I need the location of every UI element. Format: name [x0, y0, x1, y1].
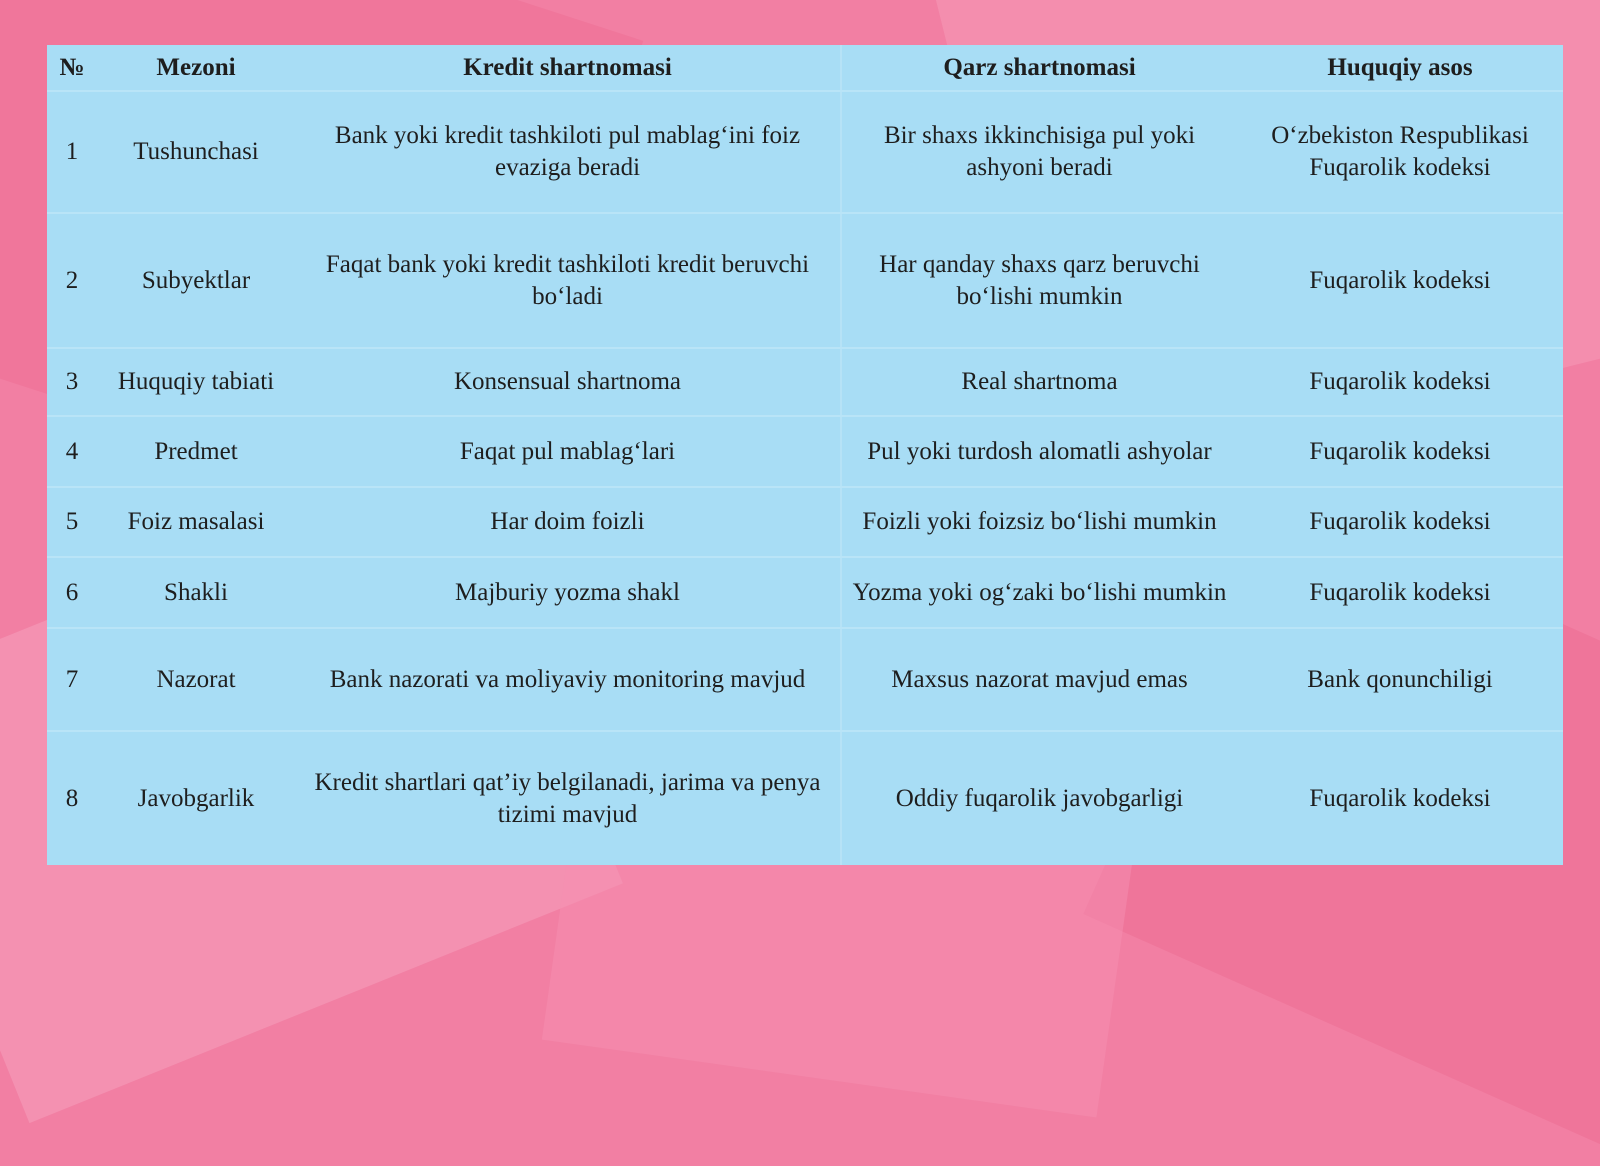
criterion-cell: Javobgarlik — [137, 784, 255, 812]
header-loan-contract: Qarz shartnomasi — [841, 45, 1237, 91]
credit-contract-cell: Konsensual shartnoma — [295, 348, 841, 416]
table-row — [47, 731, 1563, 865]
header-criterion: Mezoni — [97, 45, 295, 91]
legal-basis-cell: Fuqarolik kodeksi — [1309, 784, 1491, 812]
credit-contract-cell: Har doim foizli — [295, 487, 841, 557]
row-number: 7 — [47, 628, 97, 731]
comparison-table-card — [47, 45, 1563, 865]
credit-contract-cell: Faqat pul mablag‘lari — [295, 416, 841, 487]
credit-contract-cell: Faqat bank yoki kredit tashkiloti kredit beruvchi bo‘ladi — [295, 213, 841, 348]
credit-contract-cell: Kredit shartlari qat’iy belgilanadi, jarima va penya tizimi mavjud — [314, 768, 821, 828]
loan-contract-cell: Maxsus nazorat mavjud emas — [841, 628, 1237, 731]
legal-basis-cell: Fuqarolik kodeksi — [1237, 416, 1563, 487]
legal-basis-cell: Fuqarolik kodeksi — [1237, 213, 1563, 348]
table-row — [47, 557, 1563, 628]
criterion-cell: Predmet — [97, 416, 295, 487]
legal-basis-cell: Fuqarolik kodeksi — [1237, 557, 1563, 628]
loan-contract-cell: Oddiy fuqarolik javobgarligi — [841, 731, 1237, 865]
table-row — [47, 487, 1563, 557]
row-number: 6 — [47, 557, 97, 628]
loan-contract-cell: Foizli yoki foizsiz bo‘lishi mumkin — [841, 487, 1237, 557]
legal-basis-cell: Bank qonunchiligi — [1237, 628, 1563, 731]
credit-contract-cell: Bank yoki kredit tashkiloti pul mablag‘ini foiz evaziga beradi — [295, 91, 841, 213]
table-row — [47, 91, 1563, 213]
legal-basis-cell: Fuqarolik kodeksi — [1237, 487, 1563, 557]
row-number: 1 — [47, 91, 97, 213]
comparison-table — [47, 45, 1563, 865]
criterion-cell: Nazorat — [97, 628, 295, 731]
header-number: № — [47, 45, 97, 91]
table-header-row — [47, 45, 1563, 91]
credit-contract-cell: Majburiy yozma shakl — [295, 557, 841, 628]
criterion-cell: Shakli — [97, 557, 295, 628]
header-legal-basis: Huquqiy asos — [1237, 45, 1563, 91]
table-row — [47, 348, 1563, 416]
table-row — [47, 416, 1563, 487]
credit-contract-cell: Bank nazorati va moliyaviy monitoring mavjud — [295, 628, 841, 731]
row-number: 2 — [47, 213, 97, 348]
legal-basis-cell: O‘zbekiston Respublikasi Fuqarolik kodeksi — [1237, 91, 1563, 213]
row-number: 4 — [47, 416, 97, 487]
loan-contract-cell: Real shartnoma — [841, 348, 1237, 416]
row-number: 3 — [47, 348, 97, 416]
table-row — [47, 628, 1563, 731]
row-number: 8 — [65, 784, 79, 812]
loan-contract-cell: Pul yoki turdosh alomatli ashyolar — [841, 416, 1237, 487]
header-credit-contract: Kredit shartnomasi — [295, 45, 841, 91]
criterion-cell: Huquqiy tabiati — [97, 348, 295, 416]
loan-contract-cell: Bir shaxs ikkinchisiga pul yoki ashyoni beradi — [841, 91, 1237, 213]
criterion-cell: Subyektlar — [97, 213, 295, 348]
criterion-cell: Foiz masalasi — [97, 487, 295, 557]
row-number: 5 — [47, 487, 97, 557]
loan-contract-cell: Har qanday shaxs qarz beruvchi bo‘lishi mumkin — [841, 213, 1237, 348]
criterion-cell: Tushunchasi — [97, 91, 295, 213]
legal-basis-cell: Fuqarolik kodeksi — [1237, 348, 1563, 416]
loan-contract-cell: Yozma yoki og‘zaki bo‘lishi mumkin — [841, 557, 1237, 628]
table-row — [47, 213, 1563, 348]
